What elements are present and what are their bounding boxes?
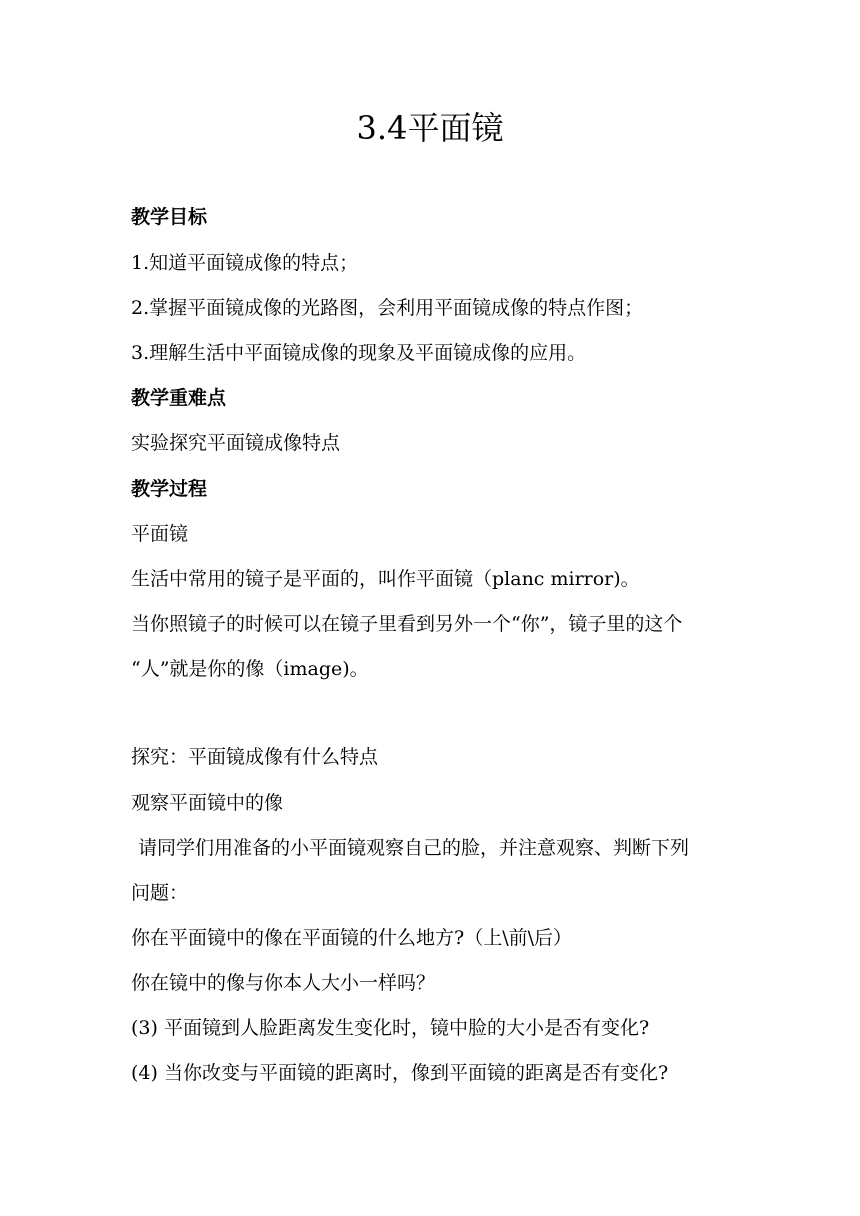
- process-line-3: 当你照镜子的时候可以在镜子里看到另外一个“你”，镜子里的这个: [131, 613, 683, 635]
- explore-line-4: 问题：: [131, 882, 189, 904]
- explore-line-3: 请同学们用准备的小平面镜观察自己的脸，并注意观察、判断下列: [138, 837, 690, 859]
- key-points-text: 实验探究平面镜成像特点: [131, 432, 341, 454]
- explore-line-8: (4) 当你改变与平面镜的距离时，像到平面镜的距离是否有变化?: [131, 1062, 669, 1084]
- explore-line-6: 你在镜中的像与你本人大小一样吗？: [131, 972, 436, 994]
- process-heading: 教学过程: [131, 478, 208, 500]
- objectives-heading: 教学目标: [131, 206, 208, 228]
- objective-item-2: 2.掌握平面镜成像的光路图，会利用平面镜成像的特点作图；: [131, 297, 644, 319]
- process-line-4: “人”就是你的像（image)。: [131, 658, 369, 680]
- explore-line-5: 你在平面镜中的像在平面镜的什么地方?（上\前\后）: [131, 927, 572, 949]
- process-line-2: 生活中常用的镜子是平面的，叫作平面镜（planc mirror)。: [131, 568, 640, 590]
- document-title: 3.4平面镜: [356, 109, 504, 147]
- explore-line-2: 观察平面镜中的像: [131, 792, 284, 814]
- objective-item-3: 3.理解生活中平面镜成像的现象及平面镜成像的应用。: [131, 342, 587, 364]
- process-line-1: 平面镜: [131, 523, 189, 545]
- explore-line-7: (3) 平面镜到人脸距离发生变化时，镜中脸的大小是否有变化?: [131, 1017, 650, 1039]
- explore-line-1: 探究：平面镜成像有什么特点: [131, 746, 379, 768]
- key-points-heading: 教学重难点: [131, 387, 227, 409]
- objective-item-1: 1.知道平面镜成像的特点；: [131, 252, 359, 274]
